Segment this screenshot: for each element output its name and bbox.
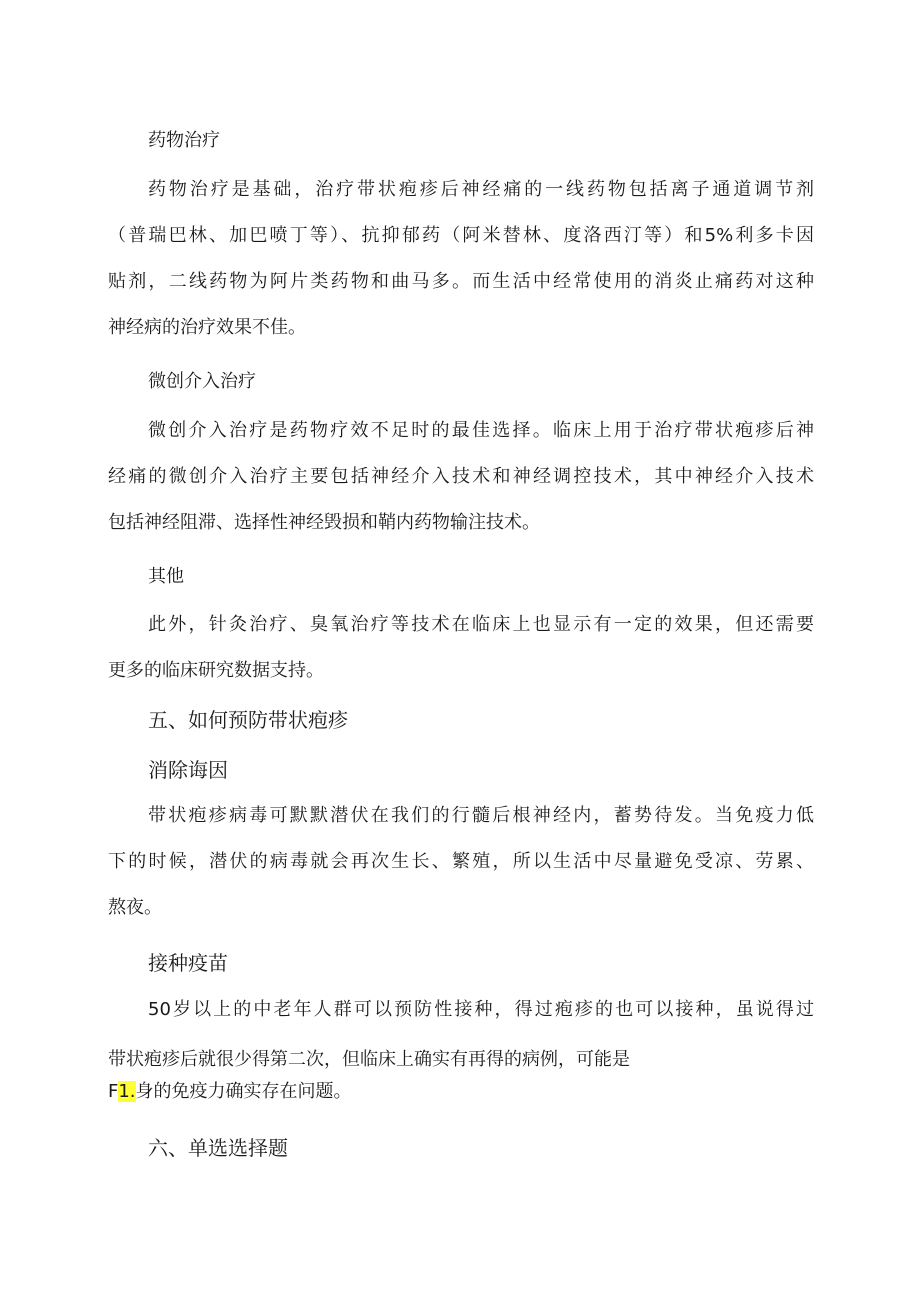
paragraph-line: 50岁以上的中老年人群可以预防性接种，得过疱疹的也可以接种，虽说得过 (148, 999, 814, 1020)
section6-heading (108, 1135, 814, 1161)
paragraph-line: 带状疱疹病毒可默默潜伏在我们的行髓后根神经内，蓄势待发。当免疫力低 (148, 805, 814, 826)
line-rest: 身的免疫力确实存在问题。 (135, 1081, 352, 1102)
cause-paragraph (108, 804, 814, 920)
minimally-invasive-title: 微创介入治疗 (148, 371, 256, 392)
line-prefix: F (108, 1081, 119, 1102)
paragraph-line: 熬夜。 (108, 897, 162, 918)
other-title: 其他 (148, 566, 184, 587)
paragraph-line: 药物治疗是基础，治疗带状疱疹后神经痛的一线药物包括离子通道调节剂 (148, 179, 814, 200)
paragraph-line: 下的时候，潜伏的病毒就会再次生长、繁殖，所以生活中尽量避免受凉、劳累、 (108, 851, 814, 872)
section5-heading (108, 707, 814, 733)
vaccine-heading (108, 950, 814, 976)
paragraph-line: 神经病的治疗效果不佳。 (108, 317, 306, 338)
other-paragraph (108, 613, 814, 683)
cause-heading (108, 757, 814, 783)
drug-therapy-title: 药物治疗 (148, 130, 220, 151)
vaccine-title: 接种疫苗 (148, 951, 228, 975)
drug-therapy-paragraph (108, 178, 814, 340)
drug-therapy-heading (108, 129, 814, 153)
paragraph-line: 带状疱疹后就很少得第二次，但临床上确实有再得的病例，可能是 (108, 1049, 630, 1070)
paragraph-line-with-highlight (108, 1080, 814, 1104)
paragraph-line: 贴剂，二线药物为阿片类药物和曲马多。而生活中经常使用的消炎止痛药对这种 (108, 271, 814, 292)
minimally-invasive-paragraph (108, 419, 814, 535)
section6-title: 六、单选选择题 (148, 1136, 288, 1160)
section5-title: 五、如何预防带状疱疹 (148, 708, 348, 732)
paragraph-line: 微创介入治疗是药物疗效不足时的最佳选择。临床上用于治疗带状疱疹后神 (148, 420, 814, 441)
vaccine-paragraph (108, 998, 814, 1104)
paragraph-line: 包括神经阻滞、选择性神经毁损和鞘内药物输注技术。 (108, 512, 540, 533)
minimally-invasive-heading (108, 370, 814, 394)
cause-title: 消除诲因 (148, 758, 228, 782)
other-heading (108, 565, 814, 589)
paragraph-line: （普瑞巴林、加巴喷丁等）、抗抑郁药（阿米替林、度洛西汀等）和5%利多卡因 (108, 225, 814, 246)
paragraph-line: 经痛的微创介入治疗主要包括神经介入技术和神经调控技术，其中神经介入技术 (108, 466, 814, 487)
paragraph-line: 此外，针灸治疗、臭氧治疗等技术在临床上也显示有一定的效果，但还需要 (148, 614, 814, 635)
highlighted-mark: 1. (118, 1081, 136, 1102)
paragraph-line: 更多的临床研究数据支持。 (108, 660, 324, 681)
